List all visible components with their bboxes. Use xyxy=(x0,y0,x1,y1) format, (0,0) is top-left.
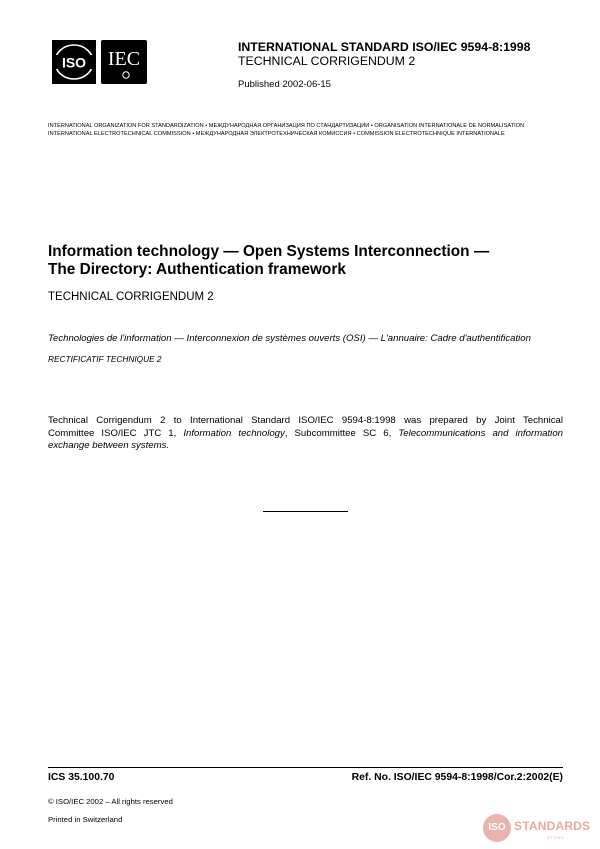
french-title: Technologies de l'information — Interconnexion de systèmes ouverts (OSI) — L'annuaire: Cadre d'authentification xyxy=(48,333,531,344)
store-badge-iso-text: ISO xyxy=(488,822,506,833)
printed-location: Printed in Switzerland xyxy=(48,815,123,824)
paragraph-italic-text: Telecommunications and information xyxy=(398,427,563,439)
organizations-line-1: INTERNATIONAL ORGANIZATION FOR STANDARDIZATION • МЕЖДУНАРОДНАЯ ОРГАНИЗАЦИЯ ПО СТАНДАРТИЗАЦИИ • ORGANISATION INTERNATIONALE DE NORMALISATION xyxy=(48,123,525,129)
copyright-notice: © ISO/IEC 2002 – All rights reserved xyxy=(48,797,173,806)
preparation-paragraph xyxy=(48,415,563,453)
iso-logo-text: ISO xyxy=(61,54,87,71)
document-title-line-2: The Directory: Authentication framework xyxy=(48,261,346,278)
iec-logo-text: IEC xyxy=(107,48,141,70)
footer-rule xyxy=(48,767,563,768)
iec-logo-mark xyxy=(121,70,131,80)
store-badge-standards: STANDARDS xyxy=(514,819,591,833)
french-corrigendum: RECTIFICATIF TECHNIQUE 2 xyxy=(48,354,162,364)
paragraph-text: , Subcommittee SC 6, xyxy=(284,427,399,439)
store-badge-logo xyxy=(483,814,511,842)
paragraph-italic-text: Information technology xyxy=(183,427,285,439)
ics-code: ICS 35.100.70 xyxy=(48,772,115,783)
organizations-line-2: INTERNATIONAL ELECTROTECHNICAL COMMISSION • МЕЖДУНАРОДНАЯ ЭЛЕКТРОТЕХНИЧЕСКАЯ КОМИССИЯ • COMMISSION ELECTROTECHNIQUE INTERNATIONALE xyxy=(48,131,505,137)
reference-number: Ref. No. ISO/IEC 9594-8:1998/Cor.2:2002(E) xyxy=(351,772,563,783)
iec-logo xyxy=(101,40,147,84)
corrigendum-heading: TECHNICAL CORRIGENDUM 2 xyxy=(48,291,214,303)
iso-logo-graphic xyxy=(52,40,96,84)
paragraph-line-3: exchange between systems. xyxy=(48,440,170,451)
published-date: Published 2002-06-15 xyxy=(238,79,331,90)
document-title xyxy=(48,243,568,279)
standard-title: INTERNATIONAL STANDARD ISO/IEC 9594-8:1998 xyxy=(238,40,531,54)
paragraph-line-2 xyxy=(48,428,563,441)
corrigendum-subtitle: TECHNICAL CORRIGENDUM 2 xyxy=(238,54,416,68)
paragraph-text: Committee ISO/IEC JTC 1, xyxy=(48,427,184,439)
paragraph-line-1: Technical Corrigendum 2 to International Standard ISO/IEC 9594-8:1998 was prepared by Joint Technical xyxy=(48,415,563,426)
store-badge-store: STORE xyxy=(547,835,565,840)
iso-logo xyxy=(52,40,96,84)
document-title-line-1: Information technology — Open Systems Interconnection — xyxy=(48,243,490,260)
separator-rule xyxy=(263,511,348,512)
